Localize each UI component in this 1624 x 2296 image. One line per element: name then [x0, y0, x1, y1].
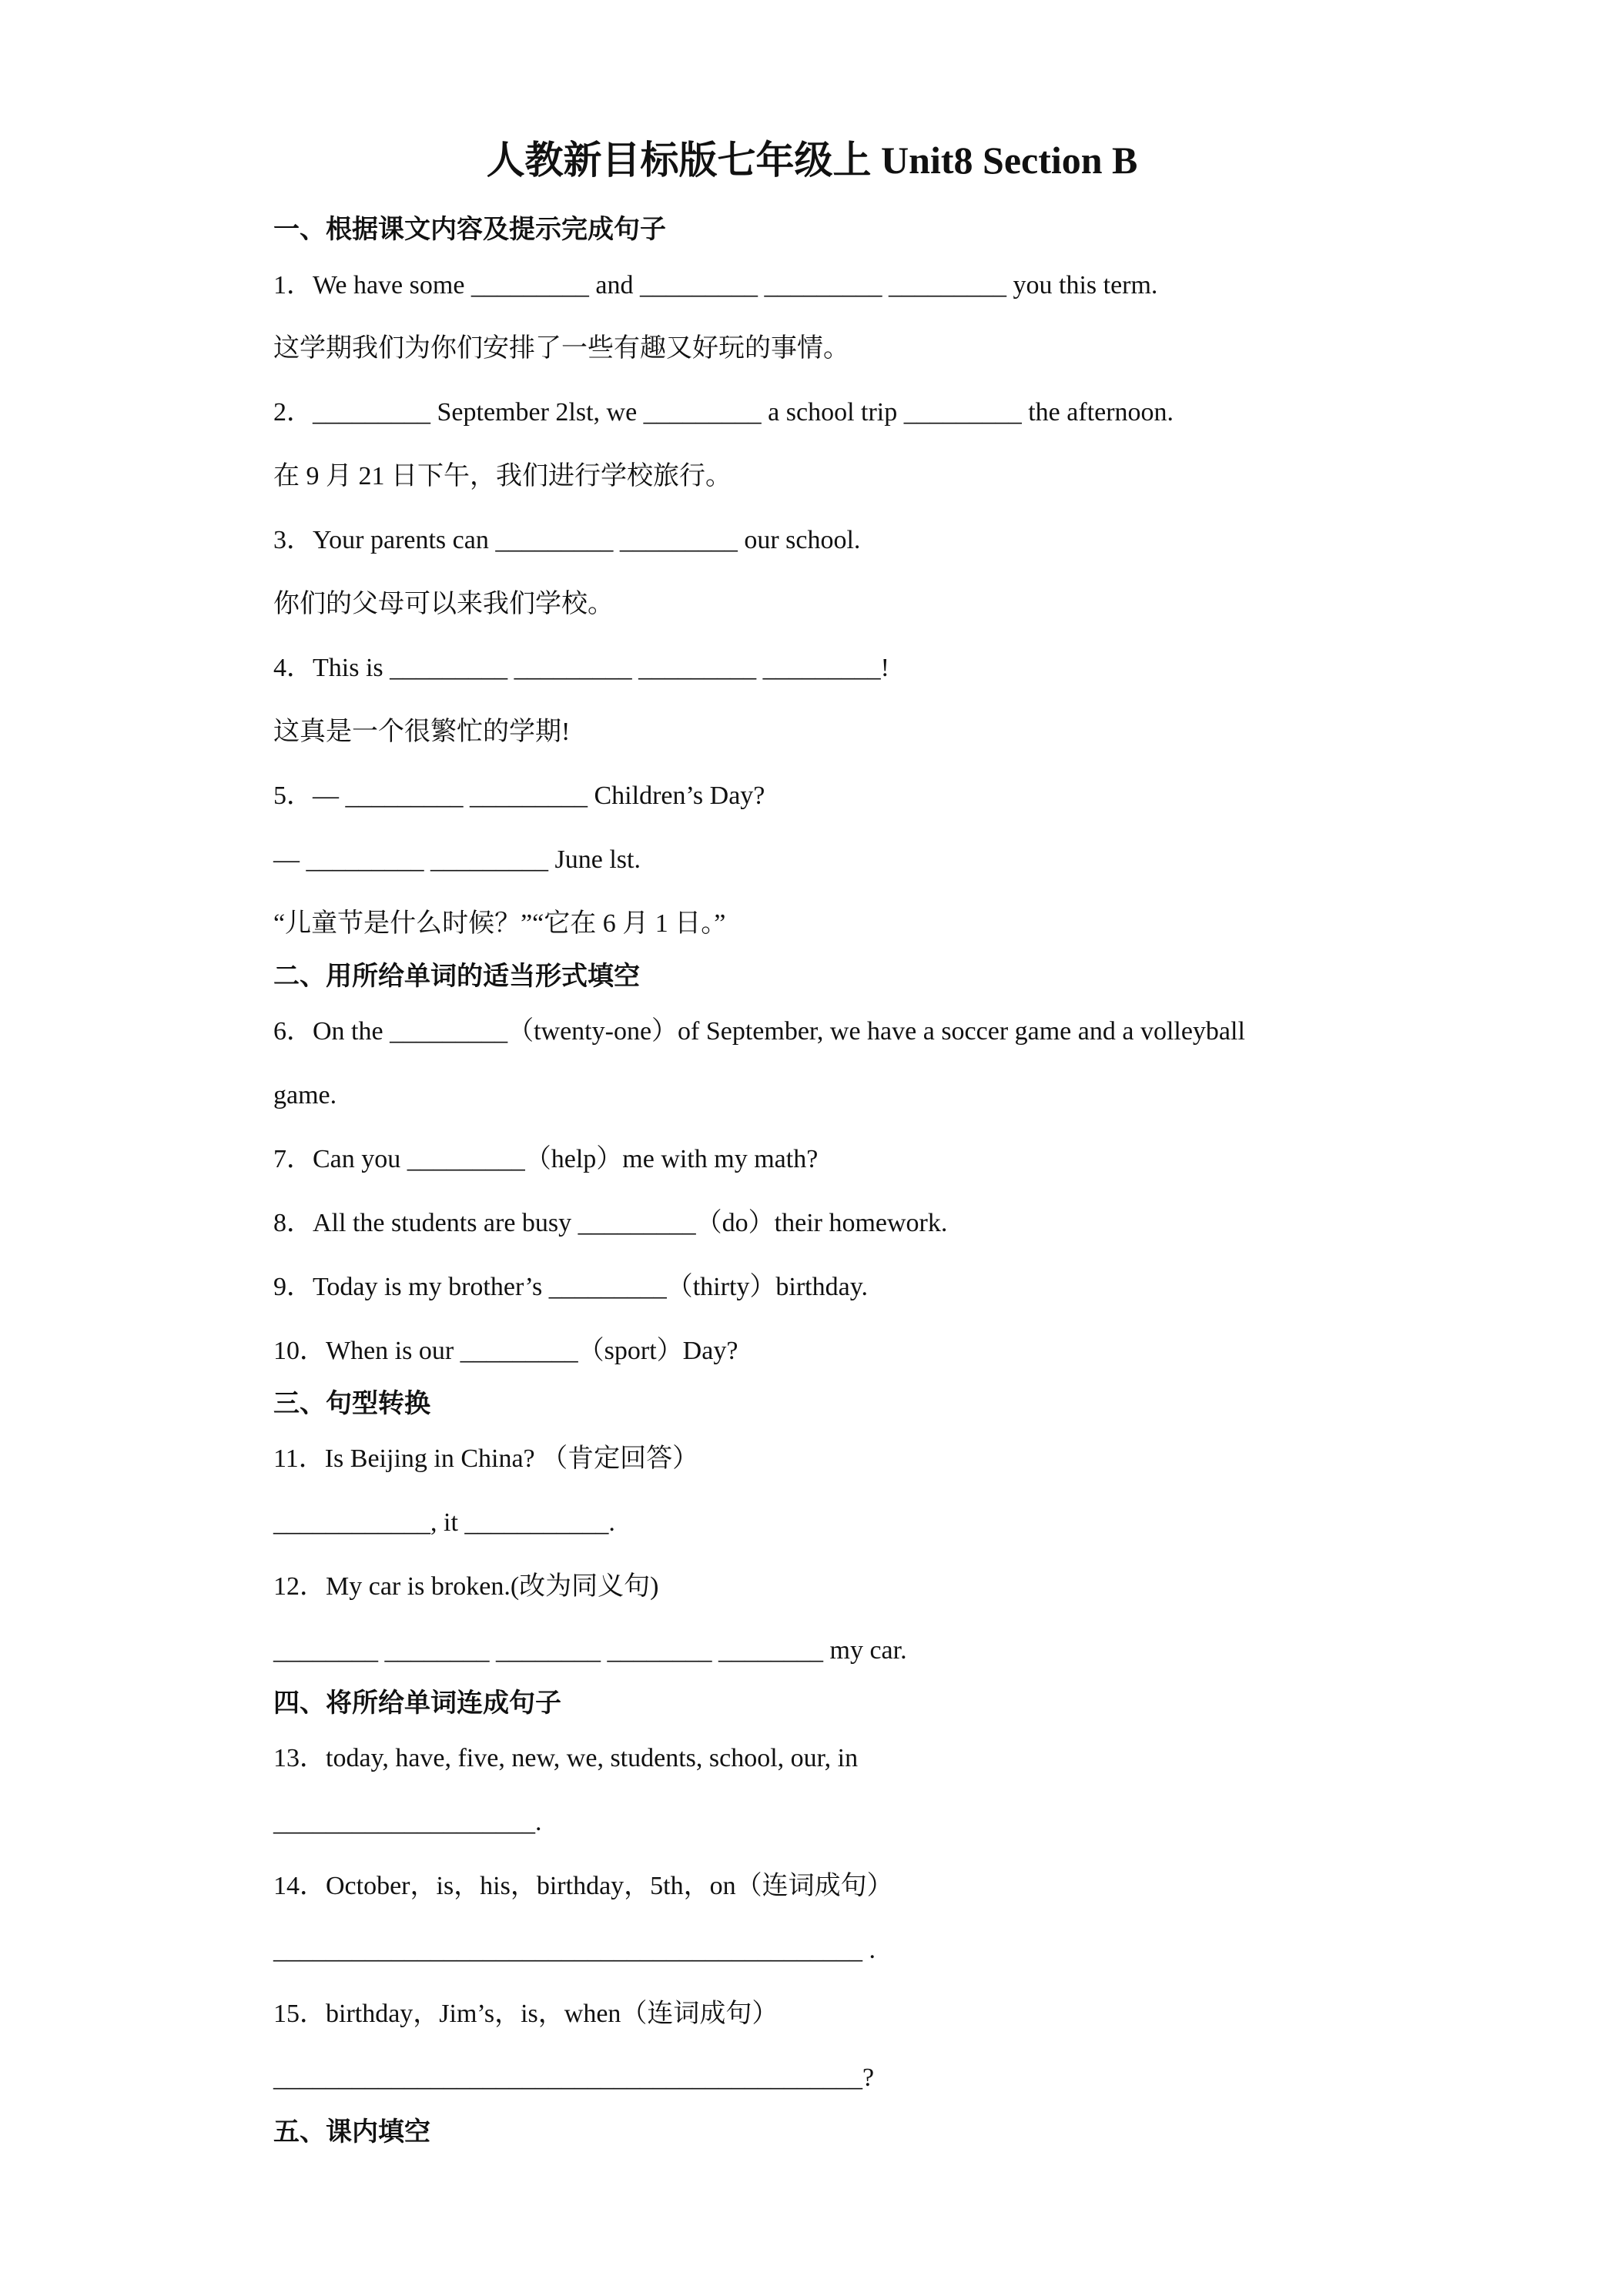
question-14-answer-line: _____________________________________________ .	[273, 1936, 876, 1964]
question-1-translation: 这学期我们为你们安排了一些有趣又好玩的事情。	[273, 334, 849, 363]
question-7: 7．Can you _________（help）me with my math?	[273, 1145, 819, 1173]
question-3: 3．Your parents can _________ _________ our school.	[273, 526, 861, 554]
question-9: 9．Today is my brother’s _________（thirty）birthday.	[273, 1273, 868, 1301]
question-2-translation: 在 9 月 21 日下午，我们进行学校旅行。	[273, 462, 732, 490]
question-4-translation: 这真是一个很繁忙的学期!	[273, 718, 571, 746]
question-11-answer-line: ____________, it ___________.	[273, 1508, 615, 1537]
question-5-translation: “儿童节是什么时候？”“它在 6 月 1 日。”	[273, 909, 726, 938]
section-heading-5: 五、课内填空	[273, 2118, 430, 2147]
question-6-continued: game.	[273, 1081, 337, 1110]
question-3-translation: 你们的父母可以来我们学校。	[273, 590, 614, 618]
section-heading-1: 一、根据课文内容及提示完成句子	[273, 216, 666, 244]
section-heading-2: 二、用所给单词的适当形式填空	[273, 962, 640, 991]
question-12: 12．My car is broken.(改为同义句)	[273, 1572, 659, 1601]
question-15-answer-line: _____________________________________________?	[273, 2063, 875, 2092]
question-14: 14．October，is，his，birthday，5th，on（连词成句）	[273, 1872, 893, 1900]
question-4: 4．This is _________ _________ _________ _________!	[273, 654, 889, 682]
section-heading-3: 三、句型转换	[273, 1390, 430, 1418]
question-12-answer-line: ________ ________ ________ ________ ________ my car.	[273, 1636, 907, 1665]
question-1: 1．We have some _________ and _________ _________ _________ you this term.	[273, 271, 1158, 300]
question-10: 10．When is our _________（sport）Day?	[273, 1337, 738, 1365]
question-5-answer: — _________ _________ June lst.	[273, 845, 641, 874]
question-13-answer-line: ____________________.	[273, 1808, 542, 1836]
question-15: 15．birthday，Jim’s，is，when（连词成句）	[273, 2000, 779, 2028]
question-6: 6．On the _________（twenty-one）of September, we have a soccer game and a volleyball	[273, 1017, 1245, 1046]
page-title: 人教新目标版七年级上 Unit8 Section B	[486, 139, 1138, 182]
question-13: 13．today, have, five, new, we, students, school, our, in	[273, 1744, 859, 1772]
question-8: 8．All the students are busy _________（do）their homework.	[273, 1209, 948, 1237]
question-5-ask: 5．— _________ _________ Children’s Day?	[273, 782, 765, 810]
question-2: 2．_________ September 2lst, we _________ a school trip _________ the afternoon.	[273, 398, 1174, 427]
section-heading-4: 四、将所给单词连成句子	[273, 1689, 561, 1718]
question-11: 11．Is Beijing in China? （肯定回答）	[273, 1444, 699, 1473]
